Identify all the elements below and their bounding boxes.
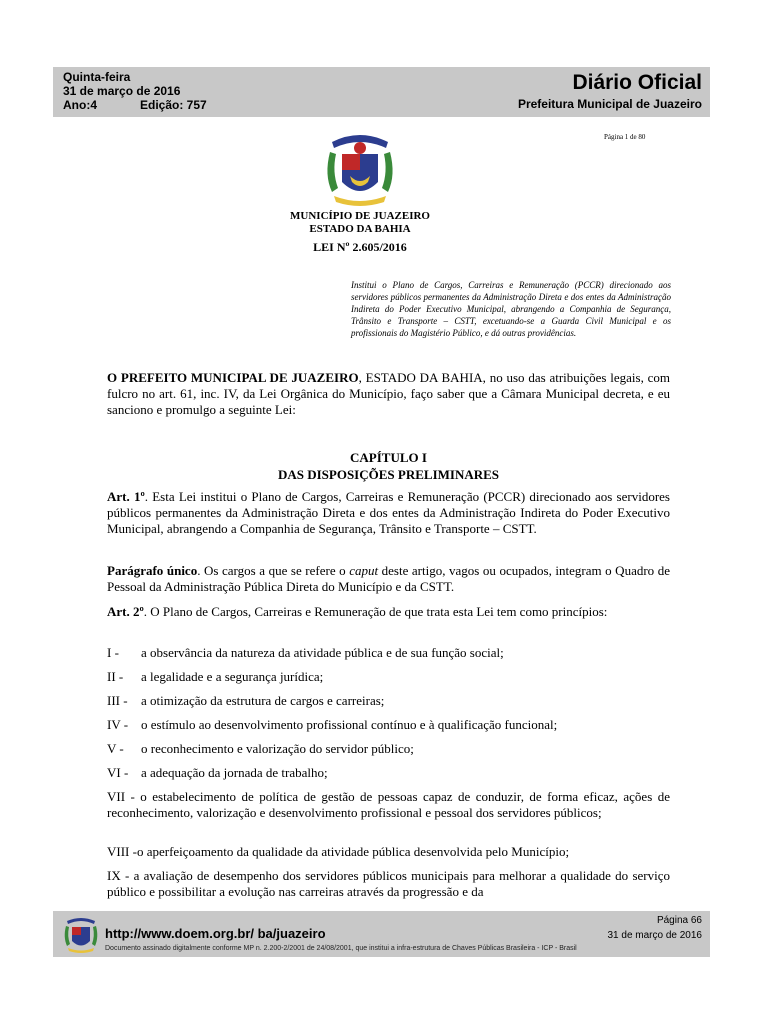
footer-date: 31 de março de 2016: [607, 930, 702, 941]
article-2-label: Art. 2º: [107, 604, 144, 619]
preambulo-rest: , ESTADO DA BAHIA, no uso das atribuições legais, com fulcro no art. 61, inc. IV, da Lei Orgânica do Município, faço saber que a Câmara Municipal decreta, e eu sanciono e promulgo a seguinte Lei:: [107, 370, 671, 417]
footer-coat-of-arms-icon: [61, 915, 101, 955]
edition-info: [63, 70, 207, 112]
list-item: [107, 717, 670, 733]
list-item-9: IX - a avaliação de desempenho dos servidores públicos municipais para melhorar a qualidade do serviço público e possibilitar a evolução nas carreiras através da progressão e da: [107, 868, 670, 899]
article-1: [107, 489, 670, 537]
article-2-text: . O Plano de Cargos, Carreiras e Remuneração de que trata esta Lei tem como princípios:: [143, 604, 608, 619]
municipio-name: MUNICÍPIO DE JUAZEIRO: [290, 210, 430, 222]
coat-of-arms-icon: [320, 130, 400, 212]
page-of: Página 1 de 80: [604, 133, 646, 141]
preambulo: [107, 370, 670, 418]
diario-subtitle: Prefeitura Municipal de Juazeiro: [517, 97, 702, 111]
chapter-title: DAS DISPOSIÇÕES PRELIMINARES: [277, 467, 500, 482]
diario-header: [53, 67, 710, 117]
weekday: Quinta-feira: [63, 70, 131, 84]
item-text: o reconhecimento e valorização do servidor público;: [141, 741, 414, 756]
item-number: III -: [107, 693, 128, 708]
item-text: a otimização da estrutura de cargos e carreiras;: [141, 693, 385, 708]
paragrafo-text-a: . Os cargos a que se refere o: [197, 563, 350, 578]
list-item-8: VIII -o aperfeiçoamento da qualidade da atividade pública desenvolvida pelo Município;: [107, 844, 570, 859]
item-text: a adequação da jornada de trabalho;: [141, 765, 328, 780]
ementa: Institui o Plano de Cargos, Carreiras e Remuneração (PCCR) direcionado aos servidores públicos permanentes da Administração Direta e dos entes da Administração Indireta do Poder Executivo Municipal, abrangendo a Companhia de Segurança, Trânsito e Transporte – CSTT, excetuando-se a Guarda Civil Municipal e os profissionais do Magistério Público, e dá outras providências.: [351, 280, 671, 338]
item-number: I -: [107, 645, 119, 660]
footer-page-number: Página 66: [656, 915, 702, 926]
item-number: V -: [107, 741, 124, 756]
list-item: [107, 669, 670, 685]
lei-number: LEI Nº 2.605/2016: [313, 240, 407, 254]
edition-date: 31 de março de 2016: [63, 84, 181, 98]
article-2: [107, 604, 670, 620]
edicao: Edição: 757: [140, 98, 207, 112]
item-text: a observância da natureza da atividade pública e de sua função social;: [141, 645, 504, 660]
municipio-heading: [200, 210, 520, 236]
diario-footer: [53, 911, 710, 957]
list-item: [107, 765, 670, 781]
footer-signature-note: Documento assinado digitalmente conforme MP n. 2.200-2/2001 de 24/08/2001, que institui a infra-estrutura de Chaves Públicas Brasileira - ICP - Brasil: [105, 945, 577, 952]
list-item-7: VII - o estabelecimento de política de gestão de pessoas capaz de conduzir, de forma eficaz, ações de reconhecimento, valorização e desenvolvimento profissional e pessoal dos servidores públicos;: [107, 789, 670, 820]
item-number: IV -: [107, 717, 129, 732]
preambulo-bold: O PREFEITO MUNICIPAL DE JUAZEIRO: [107, 370, 359, 385]
ano: Ano:4: [63, 98, 97, 112]
paragrafo-text-b: deste artigo, vagos ou ocupados, integram o Quadro de Pessoal da Administração Pública Direta do Município e da CSTT.: [107, 563, 670, 594]
item-number: VI -: [107, 765, 129, 780]
chapter-number: CAPÍTULO I: [350, 450, 427, 465]
list-item: [107, 741, 670, 757]
paragrafo-caput: caput: [349, 563, 379, 578]
article-1-text: . Esta Lei institui o Plano de Cargos, Carreiras e Remuneração (PCCR) direcionado aos servidores públicos permanentes da Administração Direta e dos entes da Administração Indireta do Poder Executivo Municipal, abrangendo a Companhia de Segurança, Trânsito e Transporte – CSTT.: [107, 489, 670, 536]
ano-edicao-row: [63, 98, 207, 112]
item-number: II -: [107, 669, 124, 684]
list-item: [107, 693, 670, 709]
article-1-label: Art. 1º: [107, 489, 145, 504]
diario-title: Diário Oficial: [572, 71, 702, 94]
paragrafo-unico: [107, 563, 670, 595]
footer-url[interactable]: http://www.doem.org.br/ ba/juazeiro: [105, 926, 326, 941]
item-text: a legalidade e a segurança jurídica;: [141, 669, 324, 684]
list-item: [107, 645, 670, 661]
paragrafo-label: Parágrafo único: [107, 563, 198, 578]
estado-name: ESTADO DA BAHIA: [309, 223, 411, 235]
item-text: o estímulo ao desenvolvimento profissional contínuo e à qualificação funcional;: [141, 717, 558, 732]
